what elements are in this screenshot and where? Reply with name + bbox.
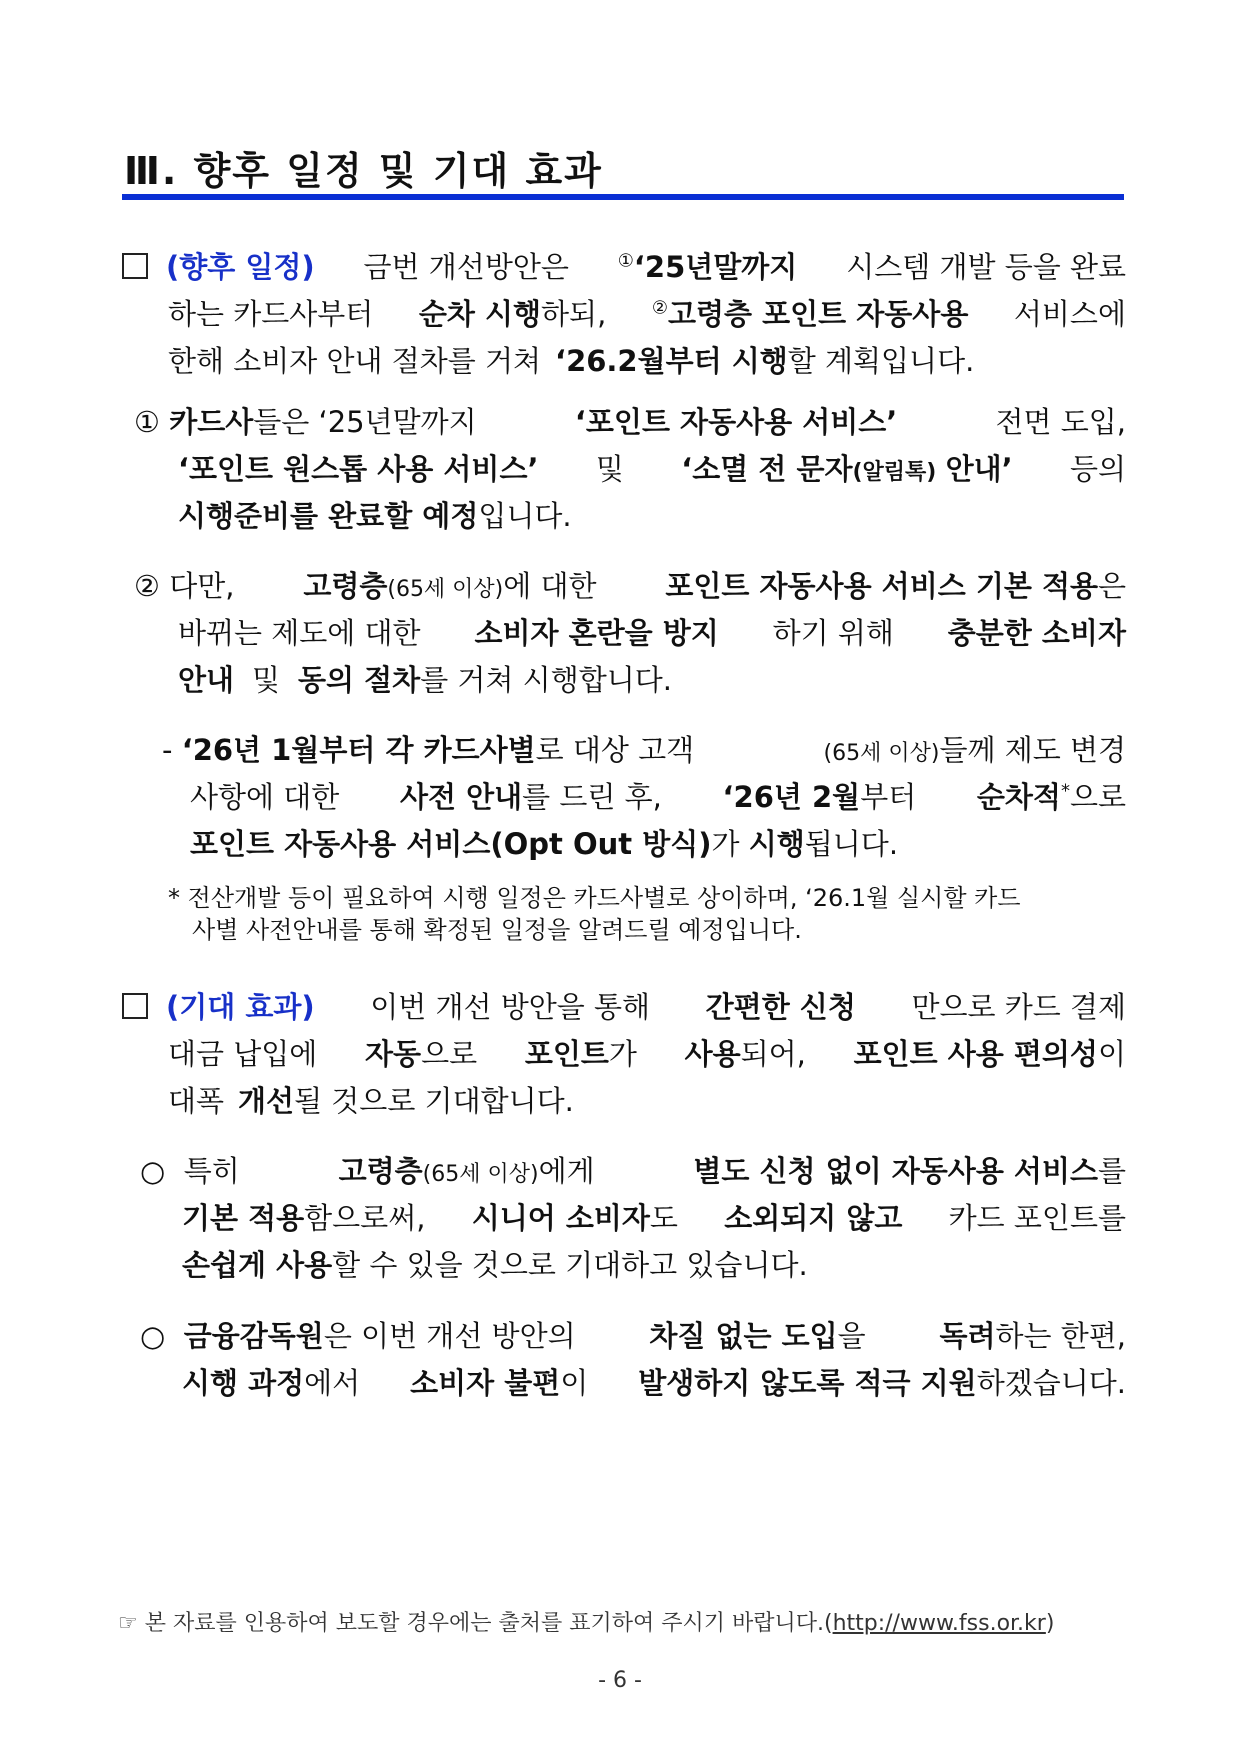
text-run: 이번 개선 방안을 통해	[370, 990, 651, 1024]
text-run: 시행	[748, 827, 805, 861]
checkbox-icon	[122, 993, 148, 1019]
text-run: 에게	[538, 1154, 595, 1188]
circle-1-line-1	[140, 1148, 1126, 1195]
item-1-line-1	[134, 399, 1126, 446]
text-run: 사항에 대한	[190, 780, 340, 814]
text-run: 도	[649, 1201, 678, 1235]
text-run: 하는 한편,	[995, 1319, 1126, 1353]
text-run: 포인트 자동사용 서비스 기본 적용	[665, 569, 1098, 603]
text-run: 시행 과정	[182, 1366, 305, 1400]
effect-line-2	[122, 1031, 1126, 1078]
text-run: 등의	[1069, 452, 1126, 486]
text-run: 대폭	[168, 1084, 225, 1118]
text-run: (65세 이상)	[387, 577, 504, 602]
effect-line-1	[122, 984, 1126, 1031]
text-run: 대금 납입에	[168, 1037, 318, 1071]
item-2-line-1	[134, 563, 1126, 610]
citation-text: ☞ 본 자료를 인용하여 보도할 경우에는 출처를 표기하여 주시기 바랍니다.(	[118, 1611, 833, 1636]
dash-line-3	[162, 821, 1126, 868]
bullet-circle: ○	[140, 1319, 166, 1353]
schedule-line-2	[122, 291, 1126, 338]
item-1-line-2	[134, 446, 1126, 493]
circle-2-line-1	[140, 1313, 1126, 1360]
text-run: 사용	[684, 1037, 741, 1071]
text-run: 한해 소비자 안내 절차를 거쳐	[168, 344, 542, 378]
effect-line-3	[122, 1078, 1126, 1125]
text-run: 순차적	[976, 780, 1061, 814]
page-number: - 6 -	[598, 1668, 642, 1693]
text-run: 들께 제도 변경	[939, 733, 1126, 767]
text-run: 하기 위해	[772, 616, 894, 650]
text-run: 를 거쳐 시행합니다.	[420, 663, 672, 697]
text-run: 시행준비를 완료할 예정	[178, 499, 479, 533]
text-run: 할 수 있을 것으로 기대하고 있습니다.	[332, 1248, 808, 1282]
text-run: 되어,	[740, 1037, 806, 1071]
text-run: 독려	[939, 1319, 996, 1353]
circled-number: ①	[617, 250, 634, 272]
bullet-circle: ○	[140, 1154, 166, 1188]
text-run: 하겠습니다.	[976, 1366, 1126, 1400]
text-run: 입니다.	[478, 499, 572, 533]
circled-number: ②	[134, 569, 160, 603]
text-run: 에 대한	[503, 569, 597, 603]
dash-line-2	[162, 774, 1126, 821]
text-run: 하되,	[541, 297, 607, 331]
circle-2-paragraph	[140, 1313, 1126, 1407]
text-run: 하는 카드사부터	[168, 297, 374, 331]
text-run: 순차 시행	[418, 297, 542, 331]
text-run: 사전 안내	[399, 780, 523, 814]
text-run: 으로	[421, 1037, 478, 1071]
text-run: 기본 적용	[182, 1201, 305, 1235]
text-run: 카드 포인트를	[948, 1201, 1126, 1235]
item-2-line-3	[134, 657, 1126, 704]
effect-paragraph	[122, 984, 1126, 1125]
text-run: 소외되지 않고	[724, 1201, 903, 1235]
text-run: 소비자 불편	[410, 1366, 561, 1400]
text-run: 로 대상 고객	[535, 733, 695, 767]
text-run: 고령층	[303, 569, 388, 603]
text-run: 금번 개선방안은	[363, 250, 569, 284]
text-run: (Opt Out 방식)	[490, 827, 712, 861]
circled-number: ①	[134, 405, 160, 439]
circle-1-line-3	[140, 1242, 1126, 1289]
text-run: 부터	[860, 780, 917, 814]
text-run: 고령층 포인트 자동사용	[668, 297, 969, 331]
section-title: Ⅲ. 향후 일정 및 기대 효과	[124, 149, 603, 193]
text-run: (65세 이상)	[823, 741, 940, 766]
item-2-line-2	[134, 610, 1126, 657]
text-run: (65세 이상)	[422, 1162, 539, 1187]
text-run: 및	[252, 663, 281, 697]
text-run: 에서	[304, 1366, 361, 1400]
text-run: 별도 신청 없이 자동사용 서비스	[693, 1154, 1098, 1188]
text-run: 으로	[1069, 780, 1126, 814]
footnote-marker: *	[1060, 780, 1070, 802]
item-1-line-3	[134, 493, 1126, 540]
text-run: 서비스에	[1013, 297, 1126, 331]
citation-close: )	[1045, 1611, 1055, 1636]
text-run: 포인트	[524, 1037, 609, 1071]
schedule-paragraph	[122, 244, 1126, 385]
text-run: 고령층	[338, 1154, 423, 1188]
item-1-paragraph	[134, 399, 1126, 540]
text-run: 들은 ‘25년말까지	[253, 405, 477, 439]
schedule-line-1	[122, 244, 1126, 291]
text-run: 가	[608, 1037, 637, 1071]
text-run: 충분한 소비자	[947, 616, 1126, 650]
title-underline	[122, 194, 1124, 200]
schedule-line-3	[122, 338, 1126, 385]
checkbox-icon	[122, 253, 148, 279]
circle-1-line-2	[140, 1195, 1126, 1242]
text-run: 이	[1097, 1037, 1126, 1071]
text-run: 은 이번 개선 방안의	[323, 1319, 576, 1353]
fss-website-link[interactable]: http://www.fss.or.kr	[832, 1611, 1046, 1636]
text-run: 를 드린 후,	[522, 780, 662, 814]
circled-number: ②	[651, 297, 668, 319]
text-run: 및	[595, 452, 624, 486]
text-run: ‘소멸 전 문자	[681, 452, 853, 486]
text-run: 안내	[178, 663, 235, 697]
text-run: 특히	[183, 1154, 240, 1188]
text-run: 이	[560, 1366, 589, 1400]
dash-marker: -	[162, 733, 173, 767]
schedule-label: (향후 일정)	[166, 250, 315, 284]
text-run: 금융감독원	[183, 1319, 324, 1353]
text-run: 포인트 사용 편의성	[853, 1037, 1098, 1071]
text-run: 할 계획입니다.	[787, 344, 975, 378]
text-run: ‘26.2월부터 시행	[555, 344, 788, 378]
text-run: 바뀌는 제도에 대한	[178, 616, 421, 650]
text-run: 다만,	[169, 569, 235, 603]
text-run: 안내’	[945, 452, 1013, 486]
text-run: 은	[1097, 569, 1126, 603]
text-run: 될 것으로 기대합니다.	[294, 1084, 574, 1118]
text-run: 을	[837, 1319, 866, 1353]
text-run: ‘포인트 원스톱 사용 서비스’	[178, 452, 539, 486]
text-run: ‘26년 2월	[722, 780, 861, 814]
text-run: 전면 도입,	[995, 405, 1126, 439]
text-run: 됩니다.	[804, 827, 899, 861]
item-2-paragraph	[134, 563, 1126, 704]
text-run: 간편한 신청	[705, 990, 856, 1024]
text-run: 동의 절차	[298, 663, 421, 697]
footnote-line-1: * 전산개발 등이 필요하여 시행 일정은 카드사별로 상이하며, ‘26.1월 실시할 카드	[168, 884, 1021, 912]
text-run: 자동	[365, 1037, 422, 1071]
footnote-line-2: 사별 사전안내를 통해 확정된 일정을 알려드릴 예정입니다.	[192, 916, 802, 944]
circle-2-line-2	[140, 1360, 1126, 1407]
text-run: 카드사	[169, 405, 254, 439]
text-run: 만으로 카드 결제	[911, 990, 1126, 1024]
text-run: (알림톡)	[852, 460, 937, 485]
text-run: 차질 없는 도입	[649, 1319, 838, 1353]
text-run: 손쉽게 사용	[182, 1248, 333, 1282]
text-run: 소비자 혼란을 방지	[474, 616, 719, 650]
text-run: 를	[1097, 1154, 1126, 1188]
text-run: 개선	[238, 1084, 295, 1118]
text-run: ‘포인트 자동사용 서비스’	[574, 405, 898, 439]
dash-line-1	[162, 727, 1126, 774]
citation-notice	[118, 1606, 1054, 1637]
text-run: 가	[711, 827, 740, 861]
dash-paragraph	[162, 727, 1126, 868]
text-run: ‘26년 1월부터 각 카드사별	[181, 733, 536, 767]
text-run: ‘25년말까지	[633, 250, 798, 284]
effect-label: (기대 효과)	[166, 990, 315, 1024]
text-run: 발생하지 않도록 적극 지원	[638, 1366, 977, 1400]
circle-1-paragraph	[140, 1148, 1126, 1289]
text-run: 함으로써,	[304, 1201, 426, 1235]
footnote	[168, 882, 1128, 946]
text-run: 시니어 소비자	[471, 1201, 650, 1235]
text-run: 포인트 자동사용 서비스	[190, 827, 491, 861]
text-run: 시스템 개발 등을 완료	[846, 250, 1126, 284]
